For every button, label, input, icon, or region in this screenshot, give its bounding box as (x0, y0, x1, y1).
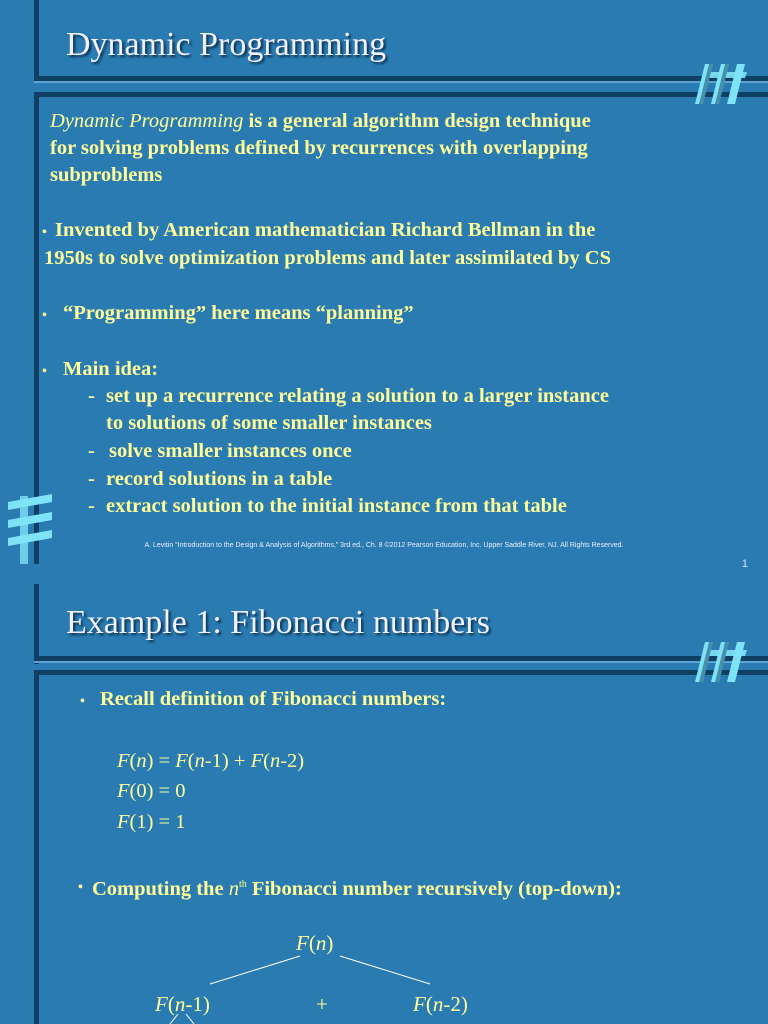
tree-node-right: F(n-2) (413, 992, 468, 1016)
bullet-text: Main idea: (63, 358, 159, 380)
sub-bullet-text: to solutions of some smaller instances (106, 412, 432, 434)
tree-edge (340, 956, 430, 984)
intro-term: Dynamic Programming (50, 110, 244, 132)
intro-line: subproblems (50, 164, 163, 186)
tree-plus: + (316, 992, 328, 1016)
bullet-text: Invented by American mathematician Richard Bellman in the (55, 219, 596, 241)
tree-node-left: F(n-1) (155, 992, 210, 1016)
recursion-tree-lines (0, 584, 768, 1024)
nth-n: n (228, 877, 239, 900)
sub-bullet-text: extract solution to the initial instance from that table (106, 495, 567, 517)
bullet-icon: • (80, 694, 85, 709)
page-number: 1 (741, 558, 748, 570)
dash-icon: - (88, 495, 95, 517)
slide-title: Example 1: Fibonacci numbers (66, 604, 490, 641)
dash-icon: - (88, 385, 95, 407)
bullet-text: 1950s to solve optimization problems and later assimilated by CS (44, 247, 612, 269)
sub-bullet-text: set up a recurrence relating a solution to a larger instance (106, 385, 609, 407)
dash-icon: - (88, 440, 95, 462)
nth-suffix: th (238, 879, 247, 890)
bullet-icon: • (42, 308, 47, 323)
bullet-text: “Programming” here means “planning” (63, 302, 414, 324)
recurrence-formula: F(n) = F(n-1) + F(n-2) (117, 750, 305, 772)
tree-edge (210, 956, 300, 984)
intro-line: for solving problems defined by recurrences with overlapping (50, 137, 588, 159)
bullet-icon: • (42, 225, 47, 240)
base-case-0: F(0) = 0 (117, 780, 186, 802)
slide-2 (0, 584, 768, 1024)
bullet-text-pre: Computing the (92, 877, 229, 900)
sub-bullet-text: solve smaller instances once (109, 440, 352, 462)
bullet-icon: • (42, 364, 47, 379)
bullet-text-post: Fibonacci number recursively (top-down): (246, 877, 622, 900)
sub-bullet-text: record solutions in a table (106, 468, 333, 490)
dash-icon: - (88, 468, 95, 490)
copyright-notice: A. Levitin “Introduction to the Design & Analysis of Algorithms,” 3rd ed., Ch. 8 ©2012 Pearson Education, Inc. Upper Saddle River, NJ. All Rights Reserved. (144, 542, 624, 549)
intro-text: is a general algorithm design technique (243, 110, 591, 132)
slide-title: Dynamic Programming (66, 26, 387, 63)
base-case-1: F(1) = 1 (117, 811, 186, 833)
bullet-text: Recall definition of Fibonacci numbers: (100, 688, 447, 710)
bullet-icon: • (78, 880, 83, 895)
intro-line (50, 108, 591, 135)
tree-node-root: F(n) (296, 931, 334, 955)
